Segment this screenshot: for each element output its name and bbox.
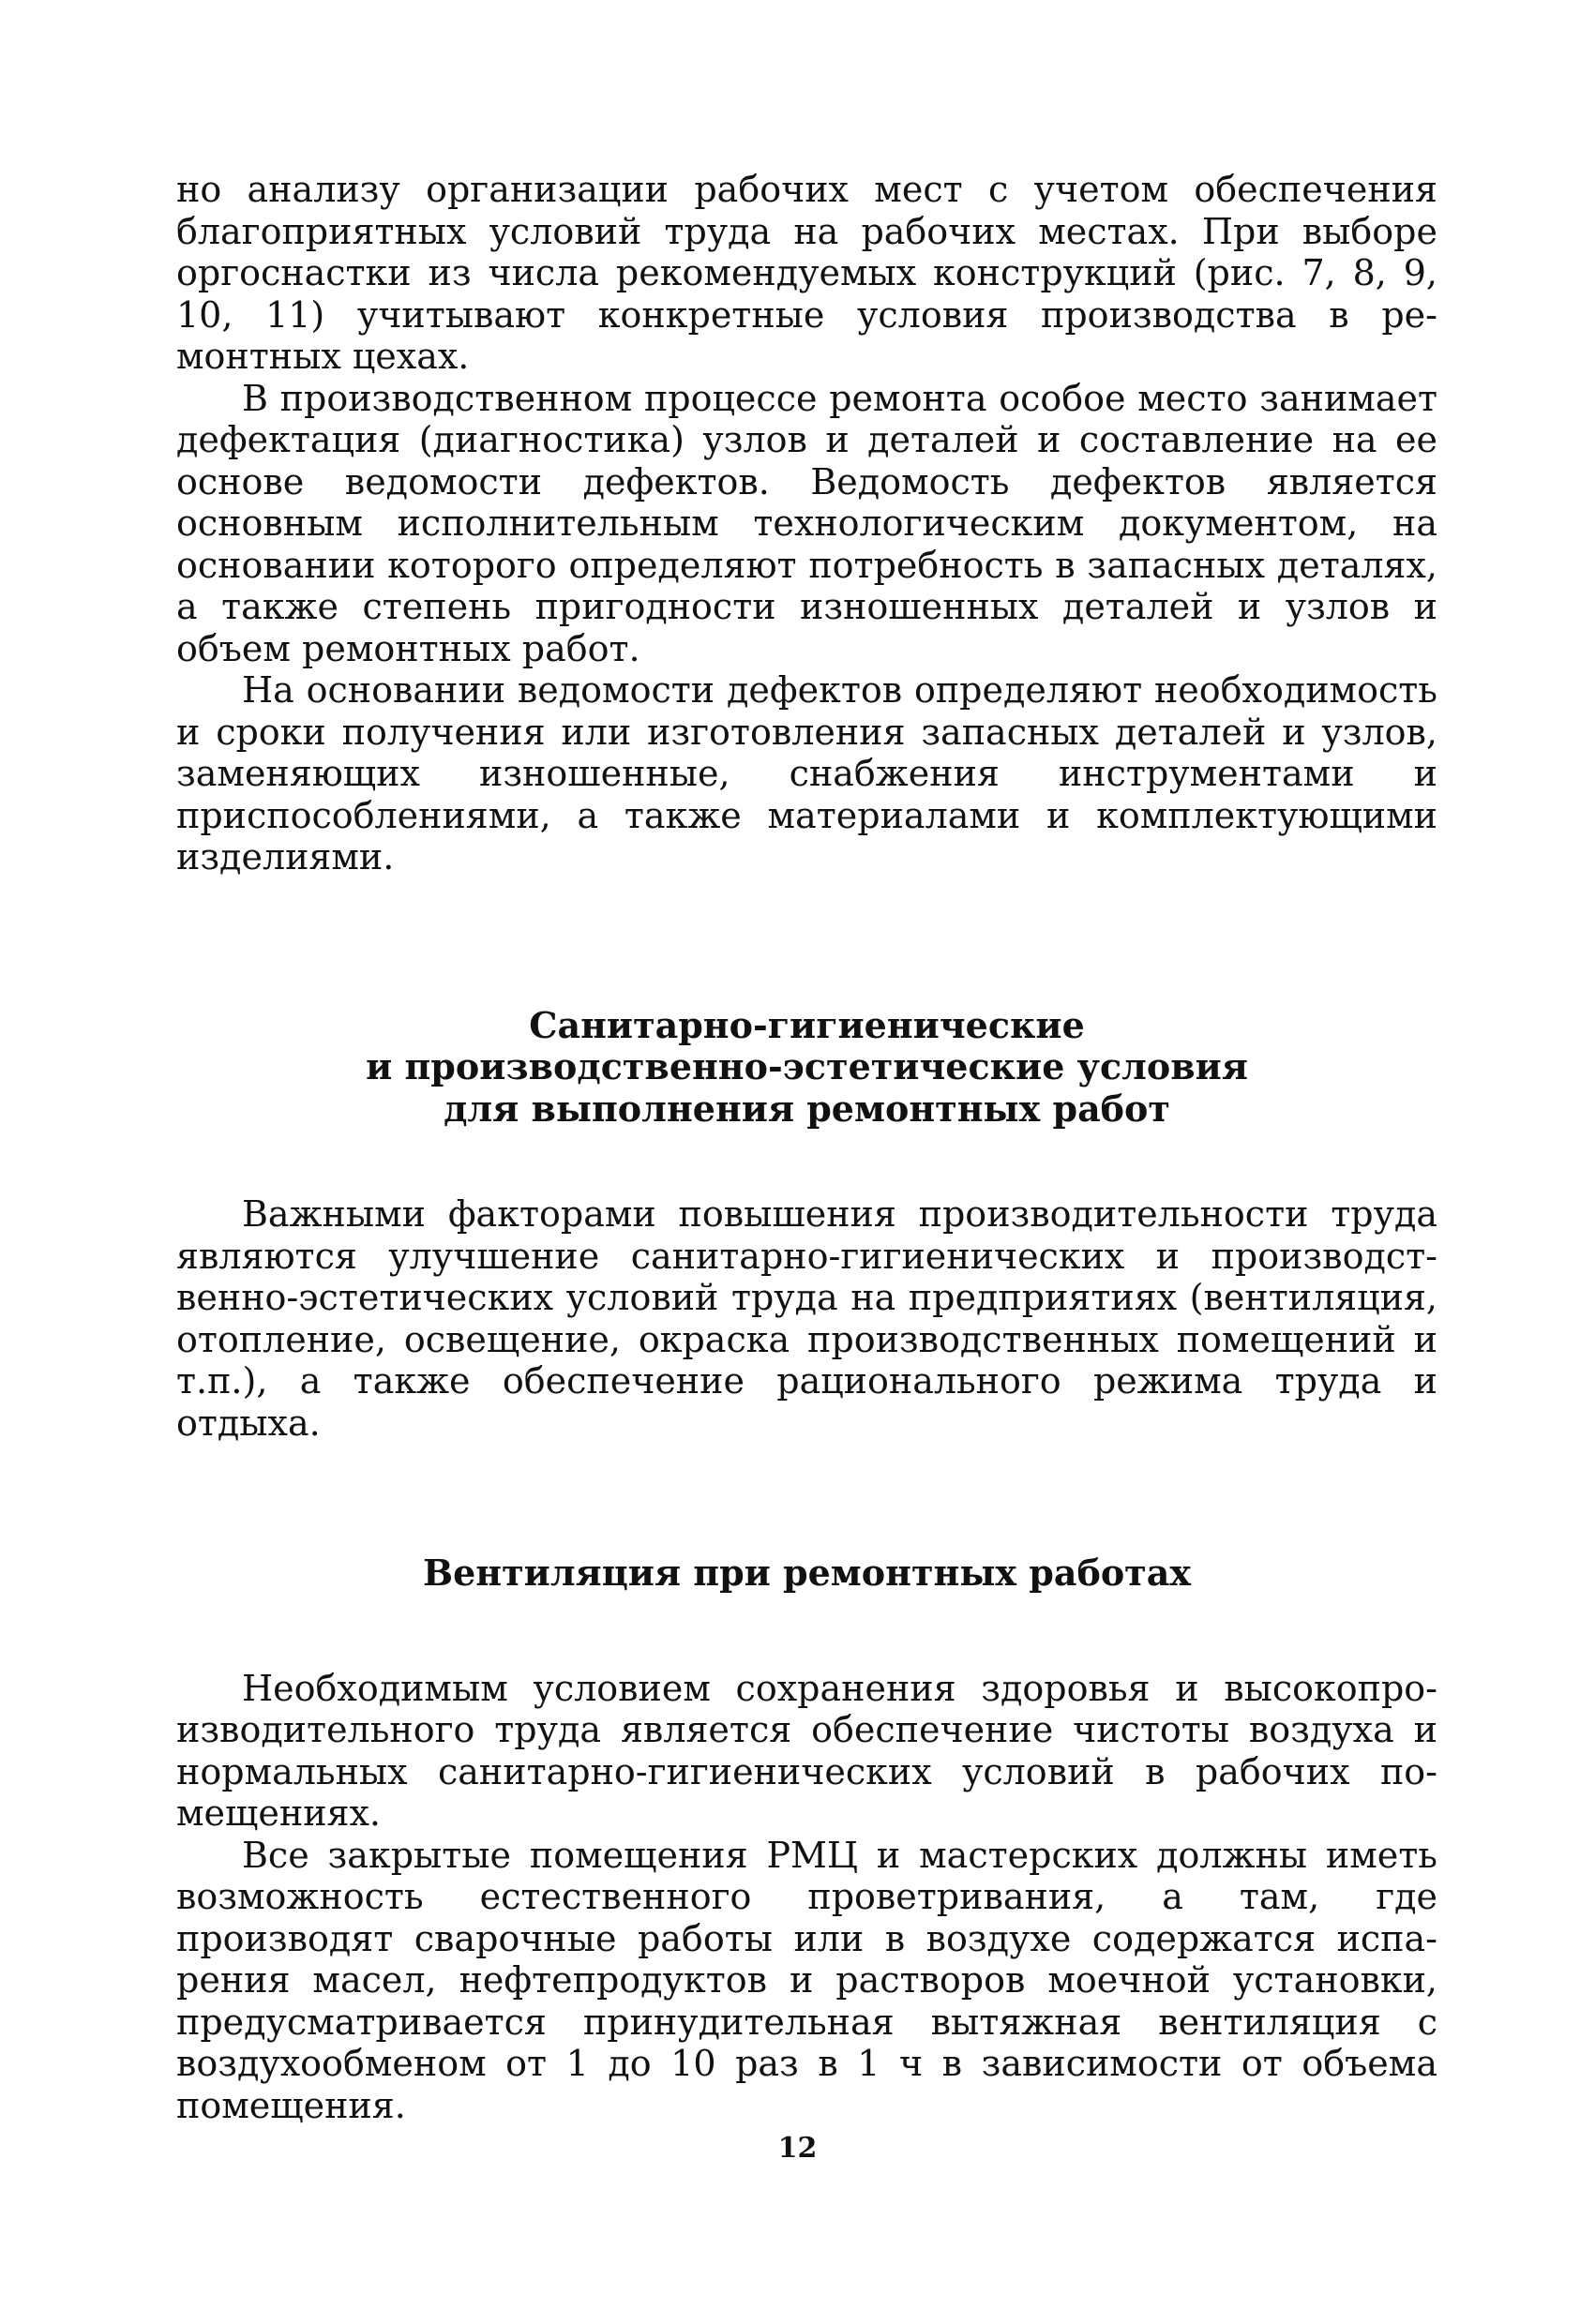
intro-paragraph-1: но анализу организации рабочих мест с учетом обеспечения благоприятных условий труда на рабочих местах. При выборе оргоснастки из числа рекомендуемых конструкций (рис. 7, 8, 9, 10, 11) учитывают конкретные условия производства в ремонтных цехах. (176, 169, 1437, 377)
page-number: 12 (777, 2132, 818, 2165)
ventilation-section-body (176, 1668, 1437, 2127)
sanitary-section-body (176, 1193, 1437, 1444)
heading-line: Санитарно-гигиенические (529, 1003, 1085, 1046)
ventilation-paragraph-2: Все закрытые помещения РМЦ и мастерских должны иметь возможность естественного проветривания, а там, где производят сварочные работы или в воздухе содержатся испарения масел, нефтепродуктов и растворов моечной установки, предусматривается принудительная вытяжная вентиляция с воздухообменом от 1 до 10 раз в 1 ч в зависимости от объема помещения. (176, 1834, 1437, 2126)
intro-paragraph-2: В производственном процессе ремонта особое место занимает дефектация (диагностика) узлов и деталей и составление на ее основе ведомости дефектов. Ведомость дефектов является основным исполнительным технологическим документом, на основании которого определяют потребность в запасных деталях, а также степень пригодности изношенных деталей и узлов и объем ремонтных работ. (176, 377, 1437, 669)
sanitary-paragraph-1: Важными факторами повышения производительности труда являются улучшение санитарно-гигиенических и производственно-эстетических условий труда на предприятиях (вентиляция, отопление, освещение, окраска производственных помещений и т.п.), а также обеспечение рационального режима труда и отдыха. (176, 1193, 1437, 1444)
intro-paragraph-3: На основании ведомости дефектов определяют необходимость и сроки получения или изготовления запасных деталей и узлов, заменяющих изношенные, снабжения инструментами и приспособлениями, а также материалами и комплектующими изделиями. (176, 669, 1437, 877)
heading-line: для выполнения ремонтных работ (444, 1087, 1170, 1130)
heading-line: и производственно-эстетические условия (366, 1045, 1248, 1087)
ventilation-section (176, 1552, 1437, 2126)
sanitary-section-heading (176, 1005, 1437, 1131)
ventilation-section-heading: Вентиляция при ремонтных работах (422, 1552, 1192, 1594)
ventilation-paragraph-1: Необходимым условием сохранения здоровья и высокопроизводительного труда является обеспечение чистоты воздуха и нормальных санитарно-гигиенических условий в рабочих помещениях. (176, 1667, 1437, 1834)
sanitary-section (176, 1005, 1437, 1445)
intro-section (176, 169, 1437, 878)
page-body (176, 169, 1437, 2126)
